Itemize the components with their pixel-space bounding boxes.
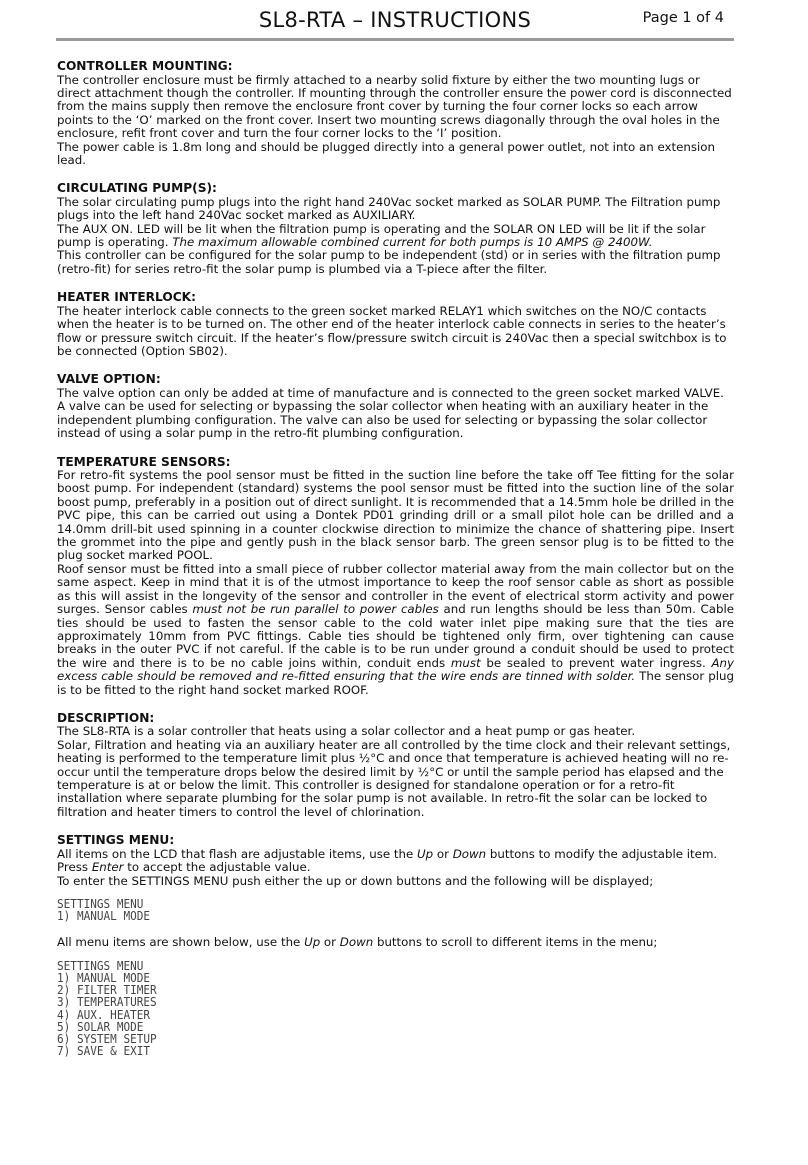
section-heading: HEATER INTERLOCK: (57, 290, 196, 305)
text: be sealed to prevent water ingress. (480, 655, 712, 670)
paragraph: The heater interlock cable connects to the green socket marked RELAY1 which switches on the NO/C contacts when the heater is to be turned on. The other end of the heater interlock cable connects in series to the heater’s flow or pressure switch circuit. If the heater’s flow/pressure switch circuit is 240Vac then a special switchbox is to be connected (Option SB02). (57, 303, 727, 358)
paragraph: The valve option can only be added at time of manufacture and is connected to the green socket marked VALVE. A valve can be used for selecting or bypassing the solar collector when heating with an auxiliary heater in the independent plumbing configuration. The valve can also be used for selecting or bypassing the solar collector instead of using a solar pump in the retro-fit plumbing configuration. (57, 385, 724, 441)
text: All items on the LCD that flash are adjustable items, use the (57, 846, 417, 861)
lcd-line: 2) FILTER TIMER (57, 983, 157, 998)
lcd-line: 5) SOLAR MODE (57, 1019, 144, 1034)
section-heading: CIRCULATING PUMP(S): (57, 181, 217, 196)
lcd-display-menu (57, 960, 680, 1058)
down-button-ref: Down (339, 935, 374, 950)
section-circulating-pumps (57, 182, 734, 276)
section-controller-mounting (57, 60, 734, 167)
paragraph: The controller enclosure must be firmly attached to a nearby solid fixture by either the two mounting lugs or direct attachment though the controller. If mounting through the controller ensure the power cord is disconnected from the mains supply then remove the enclosure front cover by turning the four corner locks so each arrow points to the ‘O’ marked on the front cover. Insert two mounting screws diagonally through the oval holes in the enclosure, refit front cover and turn the four corner locks to the ‘I’ position. (57, 72, 732, 141)
text: or (433, 846, 453, 861)
emphasis: must (450, 655, 481, 670)
section-heading: VALVE OPTION: (57, 372, 161, 387)
lcd-line: 4) AUX. HEATER (57, 1007, 151, 1022)
up-button-ref: Up (304, 935, 321, 950)
lcd-line: 6) SYSTEM SETUP (57, 1032, 157, 1047)
paragraph: The SL8-RTA is a solar controller that heats using a solar collector and a heat pump or gas heater. (57, 724, 636, 739)
text: and run lengths should be less than 50m. Cable ties should be used to fasten the sensor cable to the cold water inlet pipe making sure that the ties are approximately 10mm from PVC fittings. Cable ties should be tightened only firm, over tightening can cause breaks in the outer PVC if not careful. If the cable is to be run under ground a conduit should be used to protect the wire and there is to be no cable joins within, conduit ends (57, 602, 735, 670)
paragraph: For retro-fit systems the pool sensor must be fitted in the suction line before the take off Tee fitting for the solar boost pump. For independent (standard) systems the pool sensor must be fitted into the suction line of the solar boost pump, preferably in a position out of direct sunlight. It is recommended that a 14.5mm hole be drilled in the PVC pipe, this can be carried out using a Dontek PD01 grinding drill or a small pilot hole can be drilled and a 14.0mm drill-bit used spinning in a counter clockwise direction to minimize the chance of shattering pipe. Insert the grommet into the pipe and gently push in the black sensor barb. The green sensor plug is to be fitted to the plug socket marked POOL. (57, 468, 734, 563)
up-button-ref: Up (416, 846, 434, 861)
text: or (320, 935, 340, 950)
section-heading: CONTROLLER MOUNTING: (57, 59, 233, 73)
section-temperature-sensors (57, 456, 734, 697)
emphasis: must not be run parallel to power cables (192, 602, 439, 617)
section-valve-option (57, 373, 734, 440)
text: buttons to scroll to different items in the menu; (373, 935, 658, 950)
paragraph (57, 936, 734, 949)
text: All menu items are shown below, use the (57, 935, 305, 950)
page-header (56, 6, 734, 41)
document-body (57, 60, 734, 1072)
down-button-ref: Down (452, 846, 487, 861)
enter-button-ref: Enter (91, 860, 124, 875)
text: The AUX ON. LED will be lit when the filtration pump is operating and the SOLAR ON LED will be lit if the solar pump is operating. (57, 221, 706, 250)
section-heading: SETTINGS MENU: (57, 833, 175, 848)
section-heading: TEMPERATURE SENSORS: (57, 454, 231, 469)
current-limit-note: The maximum allowable combined current for both pumps is 10 AMPS @ 2400W. (172, 235, 653, 250)
text: Press (57, 860, 92, 875)
lcd-line: SETTINGS MENU (57, 958, 144, 973)
paragraph (57, 848, 734, 861)
section-heater-interlock (57, 291, 734, 358)
page-number: Page 1 of 4 (642, 10, 724, 26)
text: buttons to modify the adjustable item. (486, 846, 718, 861)
text: to accept the adjustable value. (123, 860, 311, 875)
text: Roof sensor must be fitted into a small piece of rubber collector material away from the main collector but on the same aspect. Keep in mind that it is of the utmost importance to keep the roof sensor cable as short as possible as this will assist in the longevity of the sensor and controller in the event of electrical storm activity and power surges. Sensor cables (57, 561, 734, 617)
lcd-line: 1) MANUAL MODE (57, 909, 151, 924)
lcd-display-entry (57, 898, 680, 922)
lcd-line: 7) SAVE & EXIT (57, 1044, 151, 1059)
section-heading: DESCRIPTION: (57, 710, 155, 725)
text: The sensor plug is to be fitted to the right hand socket marked ROOF. (57, 669, 734, 697)
emphasis: Any excess cable should be removed and re-fitted ensuring that the wire ends are tinned with solder. (57, 655, 735, 684)
paragraph (57, 861, 734, 874)
lcd-line: SETTINGS MENU (57, 897, 144, 911)
paragraph: To enter the SETTINGS MENU push either the up or down buttons and the following will be displayed; (57, 873, 654, 888)
paragraph: The solar circulating pump plugs into the right hand 240Vac socket marked as SOLAR PUMP. The Filtration pump plugs into the left hand 240Vac socket marked as AUXILIARY. (57, 194, 721, 223)
section-settings-menu (57, 834, 734, 1057)
lcd-line: 3) TEMPERATURES (57, 995, 157, 1010)
paragraph: This controller can be configured for the solar pump to be independent (std) or in series with the filtration pump (retro-fit) for series retro-fit the solar pump is plumbed via a T-piece after the filter. (57, 248, 721, 276)
lcd-line: 1) MANUAL MODE (57, 971, 151, 986)
paragraph (57, 223, 734, 250)
paragraph (57, 563, 734, 697)
paragraph: Solar, Filtration and heating via an auxiliary heater are all controlled by the time clock and their relevant settings, heating is performed to the temperature limit plus ½°C and once that temperature is achieved heating will no re-occur until the temperature drops below the desired limit by ½°C or until the sample period has elapsed and the temperature is at or below the limit. This controller is designed for standalone operation or for a retro-fit installation where separate plumbing for the solar pump is not available. In retro-fit the solar can be locked to filtration and heater timers to control the level of chlorination. (57, 737, 731, 819)
section-description (57, 712, 734, 819)
page-title: SL8-RTA – INSTRUCTIONS (258, 8, 532, 32)
paragraph: The power cable is 1.8m long and should be plugged directly into a general power outlet, not into an extension lead. (57, 139, 715, 167)
